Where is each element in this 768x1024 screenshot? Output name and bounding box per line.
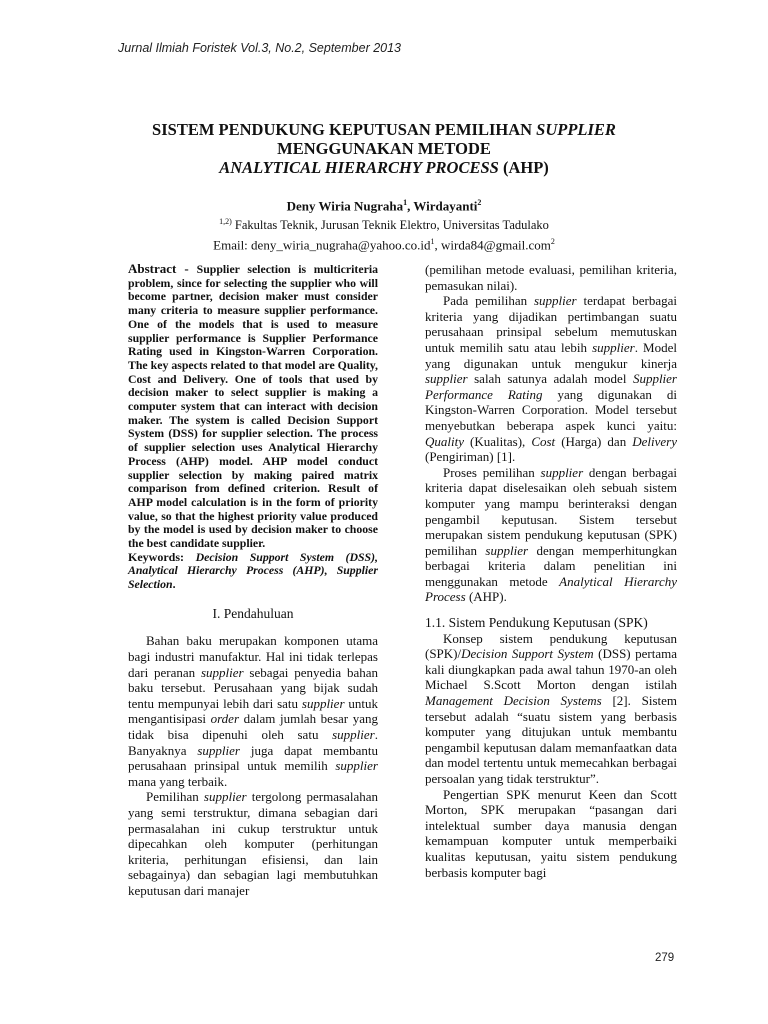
left-column	[128, 262, 378, 899]
italic-run: supplier	[301, 695, 345, 711]
affiliation-text: Fakultas Teknik, Jurusan Teknik Elektro, Universitas Tadulako	[231, 218, 549, 233]
italic-run: Cost	[531, 433, 556, 449]
page-number: 279	[655, 952, 675, 964]
italic-run: Supplier Performance Rating	[425, 371, 677, 402]
text-run: (Harga) dan	[555, 433, 633, 449]
italic-run: supplier	[592, 339, 635, 355]
email-sup: 1	[430, 237, 435, 247]
text-run: dengan berbagai kriteria dapat diselesaikan oleh sebuah sistem komputer yang mampu berinteraksi dengan pengambil keputusan. Sistem tersebut merupakan sistem pendukung keputusan (SPK) pemilihan	[425, 464, 678, 558]
paragraph	[425, 631, 677, 787]
paragraph	[425, 293, 677, 465]
section-heading: I. Pendahuluan	[212, 605, 294, 621]
text-run: (Pengiriman) [1].	[425, 449, 516, 465]
italic-run: supplier	[335, 758, 378, 774]
italic-run: supplier	[485, 542, 529, 558]
text-run: Proses pemilihan	[443, 464, 541, 480]
affiliation	[0, 214, 768, 233]
author-name: Wirdayanti	[413, 198, 478, 214]
author-sup: 2	[477, 198, 482, 207]
paragraph	[425, 465, 677, 605]
italic-run: Quality	[425, 433, 464, 449]
title-italic: SUPPLIER	[536, 120, 616, 139]
affiliation-sup: 1,2)	[219, 217, 232, 227]
author-separator: ,	[407, 198, 414, 214]
paragraph	[128, 633, 378, 789]
keywords-text: Decision Support System (DSS), Analytical Hierarchy Process (AHP), Supplier Selection	[128, 549, 378, 592]
author-name: Deny Wiria Nugraha	[286, 198, 404, 214]
email-text: , wirda84@gmail.com	[434, 237, 551, 253]
text-run: Pada pemilihan	[443, 293, 534, 309]
italic-run: supplier	[540, 464, 584, 480]
text-run: (AHP).	[465, 589, 507, 605]
text-run: terdapat berbagai kriteria yang dijadikan pertimbangan suatu perusahaan prinsipal sebelum memutuskan untuk memilih satu atau lebih	[425, 293, 677, 355]
text-run: dengan memperhitungkan berbagai kriteria dalam penelitian ini menggunakan metode	[425, 542, 677, 589]
title-text: (AHP)	[498, 158, 549, 177]
title-text: SISTEM PENDUKUNG KEPUTUSAN PEMILIHAN	[152, 120, 537, 139]
title-italic: ANALYTICAL HIERARCHY PROCESS	[219, 158, 499, 177]
author-sup: 1	[403, 198, 408, 207]
paragraph: (pemilihan metode evaluasi, pemilihan kriteria, pemasukan nilai).	[425, 262, 677, 293]
italic-run: supplier	[197, 742, 240, 758]
text-run: . Model yang digunakan untuk mengukur kinerja	[425, 339, 677, 371]
text-run: [2]. Sistem tersebut adalah “suatu sistem yang berbasis komputer yang ditujukan untuk membantu pengambil keputusan dalam memanfaatkan data dan model tertentu untuk memecahkan berbagai persoalan yang tidak terstruktur”.	[425, 693, 677, 786]
italic-run: Management Decision Systems	[425, 693, 602, 709]
italic-run: supplier	[200, 664, 244, 680]
text-run: (DSS) pertama kali diungkapkan pada awal tahun 1970-an oleh Michael S.Scott Morton dengan istilah	[425, 646, 678, 693]
keywords-label: Keywords:	[128, 549, 196, 564]
text-run: Konsep sistem pendukung keputusan (SPK)/	[425, 630, 677, 662]
title-block	[0, 120, 768, 254]
text-run: tergolong permasalahan yang semi terstruktur, dimana sebagian dari permasalahan ini cukup terstruktur untuk dipecahkan oleh komputer (perhitungan kriteria, perhitungan efisiensi, dan lain sebagainya) dan sebagian lagi membutuhkan keputusan dari manajer	[128, 789, 378, 898]
italic-run: Delivery	[632, 433, 677, 449]
italic-run: supplier	[332, 727, 375, 743]
abstract	[128, 262, 378, 551]
journal-header: Jurnal Ilmiah Foristek Vol.3, No.2, September 2013	[118, 41, 402, 55]
italic-run: supplier	[203, 789, 247, 805]
right-column	[425, 262, 677, 880]
text-run: Pemilihan	[146, 789, 204, 805]
abstract-text: Supplier selection is multicriteria problem, since for selecting the supplier who will become partner, decision maker must consider many criteria to measure supplier performance. One of the models that is used to measure supplier performance is Supplier Performance Rating used in Kingston-Warren Corporation. The key aspects related to that model are Quality, Cost and Delivery. One of tools that used by decision maker to select supplier is making a computer system that can interact with decision maker. The system is called Decision Support System (DSS) for supplier selection. The process of supplier selection uses Analytical Hierarchy Process (AHP) model. AHP model conduct supplier selection by making paired matrix comparison from defined criterion. Result of AHP model calculation is in the form of priority value, so that the highest priority value produced by the model is used by decision maker to choose the best candidate supplier.	[128, 262, 378, 551]
text-run: Bahan baku merupakan komponen utama bagi industri manufaktur. Hal ini tidak terlepas dari peranan	[128, 633, 378, 680]
author-line	[0, 195, 768, 214]
text-run: dalam jumlah besar yang tidak bisa dipenuhi oleh satu	[128, 711, 378, 743]
paper-title-line1	[0, 120, 768, 139]
paper-title-line3	[0, 158, 768, 177]
keywords-end: .	[172, 577, 176, 592]
email-text: Email: deny_wiria_nugraha@yahoo.co.id	[213, 237, 431, 253]
email-sup: 2	[550, 237, 555, 247]
text-run: juga dapat membantu perusahaan prinsipal untuk memilih	[128, 742, 378, 774]
paper-title-line2: MENGGUNAKAN METODE	[277, 139, 491, 158]
text-run: sebagai penyedia bahan baku tersebut. Perusahaan yang bijak sudah tentu mempunyai lebih dari satu	[128, 664, 378, 711]
italic-run: supplier	[425, 371, 468, 387]
text-run: . Banyaknya	[128, 727, 378, 758]
email-line	[0, 233, 768, 253]
paragraph: Pengertian SPK menurut Keen dan Scott Morton, SPK merupakan “pasangan dari intelektual sumber daya manusia dengan kemampuan komputer untuk memperbaiki kualitas keputusan, yaitu sistem pendukung berbasis komputer bagi	[425, 786, 677, 880]
italic-run: Decision Support System	[461, 646, 594, 662]
text-run: untuk mengantisipasi	[128, 695, 378, 727]
italic-run: supplier	[534, 293, 577, 309]
italic-run: Analytical Hierarchy Process	[425, 573, 678, 605]
paragraph	[128, 789, 378, 898]
keywords	[128, 551, 378, 592]
text-run: salah satunya adalah model	[467, 371, 633, 387]
text-run: mana yang terbaik.	[128, 773, 228, 789]
text-run: yang digunakan di Kingston-Warren Corporation. Model tersebut menyebutkan beberapa aspek kunci yaitu:	[425, 386, 677, 433]
abstract-label: Abstract -	[128, 261, 197, 276]
italic-run: order	[210, 711, 239, 727]
text-run: (Kualitas),	[464, 433, 532, 449]
subsection-heading: 1.1. Sistem Pendukung Keputusan (SPK)	[425, 615, 648, 631]
